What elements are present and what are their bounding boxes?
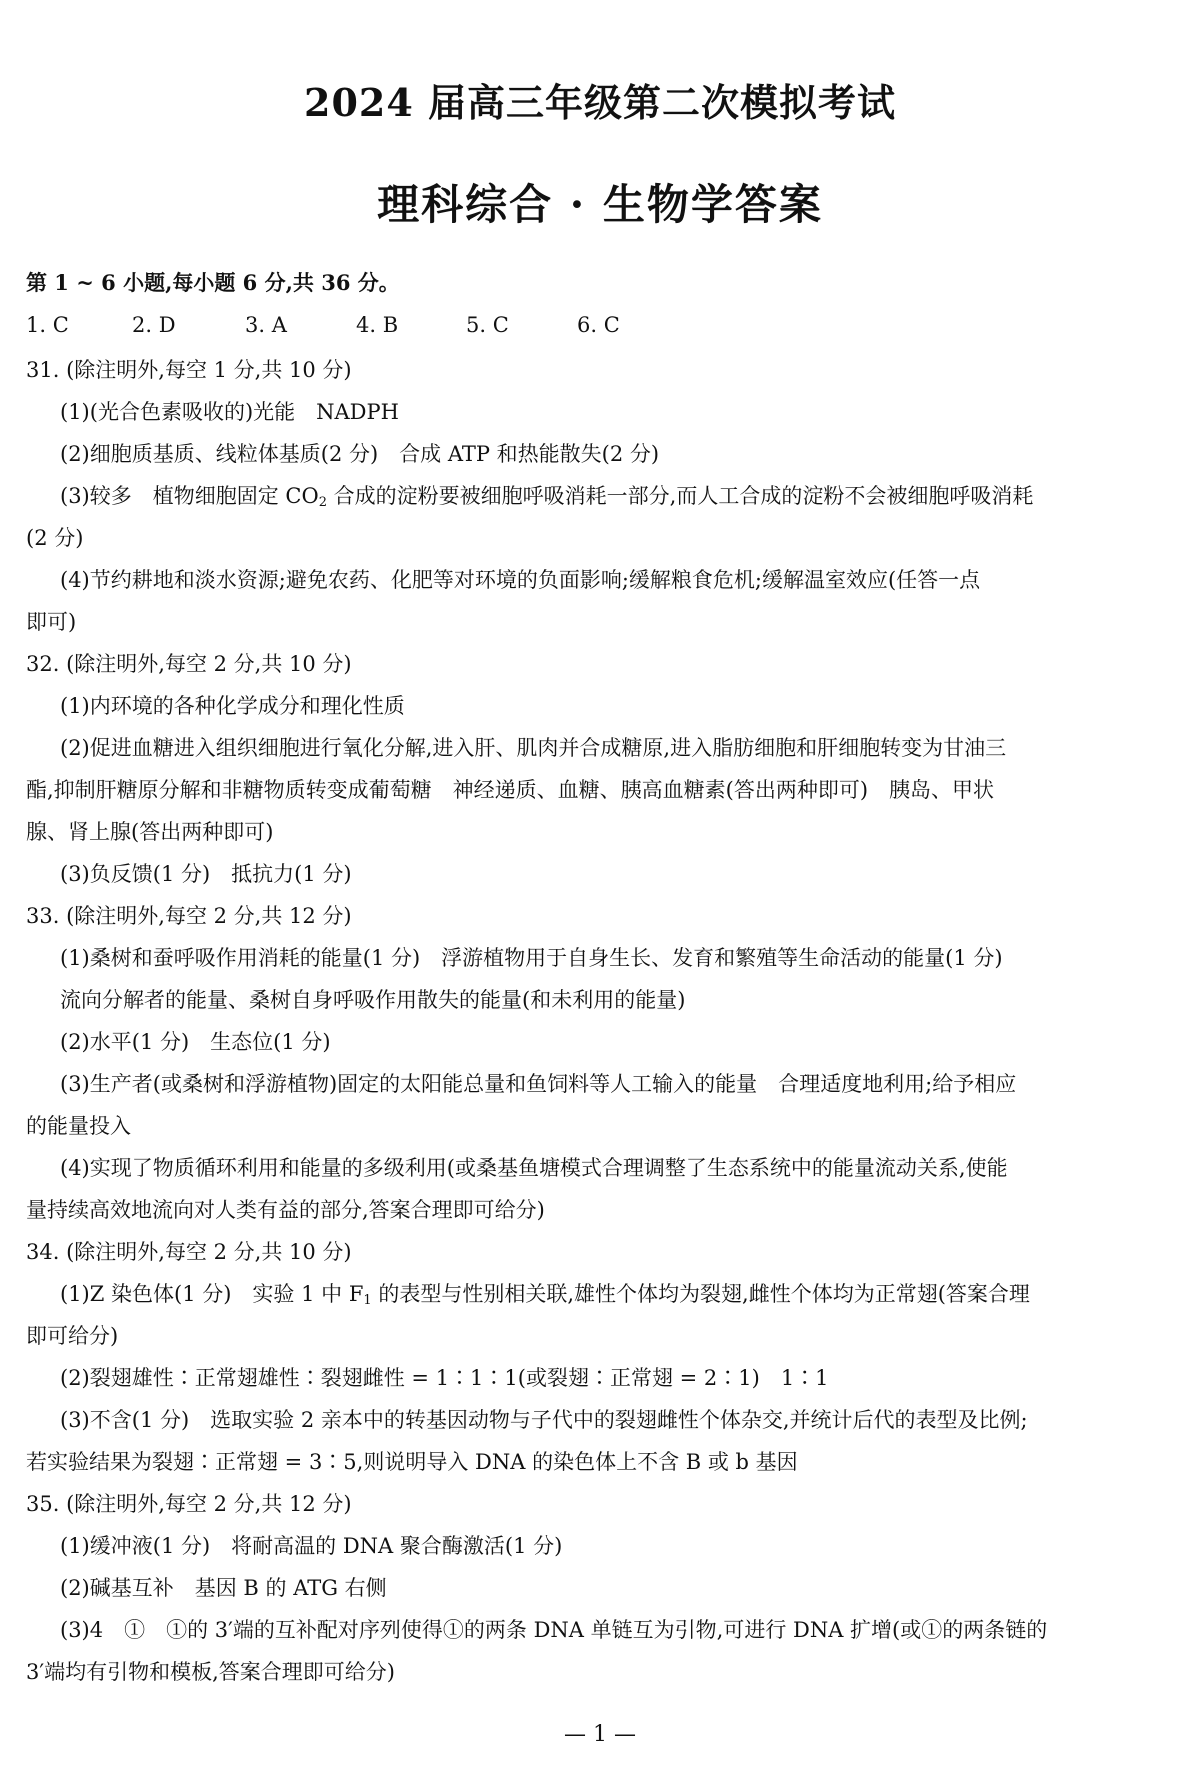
page-number: — 1 — <box>564 1722 636 1747</box>
q34-part2: (2)裂翅雄性∶正常翅雄性∶裂翅雌性 = 1∶1∶1(或裂翅∶正常翅 = 2∶1) 1∶1 <box>60 1366 829 1390</box>
q31-part3-post: 合成的淀粉要被细胞呼吸消耗一部分,而人工合成的淀粉不会被细胞呼吸消耗 <box>327 484 1034 508</box>
q33-part4-line2: 量持续高效地流向对人类有益的部分,答案合理即可给分) <box>26 1198 545 1222</box>
q34-part3-line2: 若实验结果为裂翅∶正常翅 = 3∶5,则说明导入 DNA 的染色体上不含 B 或 b 基因 <box>26 1450 798 1474</box>
q33-part3-line2: 的能量投入 <box>26 1114 131 1138</box>
mc-answer-1: 1. C <box>26 313 69 337</box>
q32-part2-line3: 腺、肾上腺(答出两种即可) <box>26 820 274 844</box>
q33-heading: 33. (除注明外,每空 2 分,共 12 分) <box>26 904 352 928</box>
q33-part2: (2)水平(1 分) 生态位(1 分) <box>60 1030 331 1054</box>
co2-subscript: 2 <box>318 495 327 510</box>
mc-answer-6: 6. C <box>577 313 620 337</box>
q33-part4-line1: (4)实现了物质循环利用和能量的多级利用(或桑基鱼塘模式合理调整了生态系统中的能量流动关系,使能 <box>60 1156 1008 1180</box>
q33-part1-line1: (1)桑树和蚕呼吸作用消耗的能量(1 分) 浮游植物用于自身生长、发育和繁殖等生命活动的能量(1 分) <box>60 946 1003 970</box>
mc-heading: 第 1 ~ 6 小题,每小题 6 分,共 36 分。 <box>26 270 400 295</box>
q31-part3-line2: (2 分) <box>26 526 84 550</box>
q33-part1-line2: 流向分解者的能量、桑树自身呼吸作用散失的能量(和未利用的能量) <box>60 988 686 1012</box>
q32-heading: 32. (除注明外,每空 2 分,共 10 分) <box>26 652 352 676</box>
q32-part2-line2: 酯,抑制肝糖原分解和非糖物质转变成葡萄糖 神经递质、血糖、胰高血糖素(答出两种即可) 胰岛、甲状 <box>26 778 995 802</box>
q35-part3-line2: 3′端均有引物和模板,答案合理即可给分) <box>26 1660 395 1684</box>
mc-answer-3: 3. A <box>245 313 287 337</box>
q31-part4-line2: 即可) <box>26 610 77 634</box>
q34-part3-line1: (3)不含(1 分) 选取实验 2 亲本中的转基因动物与子代中的裂翅雌性个体杂交,并统计后代的表型及比例; <box>60 1408 1028 1432</box>
q34-part1-line2: 即可给分) <box>26 1324 119 1348</box>
q34-part1-pre: (1)Z 染色体(1 分) 实验 1 中 F <box>60 1282 364 1306</box>
q34-part1-line1 <box>60 1279 1030 1316</box>
q31-part1: (1)(光合色素吸收的)光能 NADPH <box>60 400 399 424</box>
q31-part2: (2)细胞质基质、线粒体基质(2 分) 合成 ATP 和热能散失(2 分) <box>60 442 660 466</box>
q31-part3-line1 <box>60 481 1033 518</box>
q34-heading: 34. (除注明外,每空 2 分,共 10 分) <box>26 1240 352 1264</box>
q31-part3-pre: (3)较多 植物细胞固定 CO <box>60 484 319 508</box>
q32-part3: (3)负反馈(1 分) 抵抗力(1 分) <box>60 862 352 886</box>
q31-part4-line1: (4)节约耕地和淡水资源;避免农药、化肥等对环境的负面影响;缓解粮食危机;缓解温室效应(任答一点 <box>60 568 981 592</box>
exam-title: 2024 届高三年级第二次模拟考试 <box>304 80 896 125</box>
f1-subscript: 1 <box>363 1293 372 1308</box>
q35-part3-line1: (3)4 ① ①的 3′端的互补配对序列使得①的两条 DNA 单链互为引物,可进行 DNA 扩增(或①的两条链的 <box>60 1618 1048 1642</box>
q35-part2: (2)碱基互补 基因 B 的 ATG 右侧 <box>60 1576 387 1600</box>
answer-subtitle: 理科综合 · 生物学答案 <box>377 180 823 229</box>
q31-heading: 31. (除注明外,每空 1 分,共 10 分) <box>26 358 352 382</box>
mc-answer-5: 5. C <box>466 313 509 337</box>
q33-part3-line1: (3)生产者(或桑树和浮游植物)固定的太阳能总量和鱼饲料等人工输入的能量 合理适度地利用;给予相应 <box>60 1072 1017 1096</box>
q35-heading: 35. (除注明外,每空 2 分,共 12 分) <box>26 1492 352 1516</box>
q35-part1: (1)缓冲液(1 分) 将耐高温的 DNA 聚合酶激活(1 分) <box>60 1534 563 1558</box>
q34-part1-post: 的表型与性别相关联,雄性个体均为裂翅,雌性个体均为正常翅(答案合理 <box>371 1282 1030 1306</box>
q32-part2-line1: (2)促进血糖进入组织细胞进行氧化分解,进入肝、肌肉并合成糖原,进入脂肪细胞和肝细胞转变为甘油三 <box>60 736 1007 760</box>
mc-answer-2: 2. D <box>132 313 176 337</box>
mc-answer-4: 4. B <box>356 313 399 337</box>
q32-part1: (1)内环境的各种化学成分和理化性质 <box>60 694 405 718</box>
